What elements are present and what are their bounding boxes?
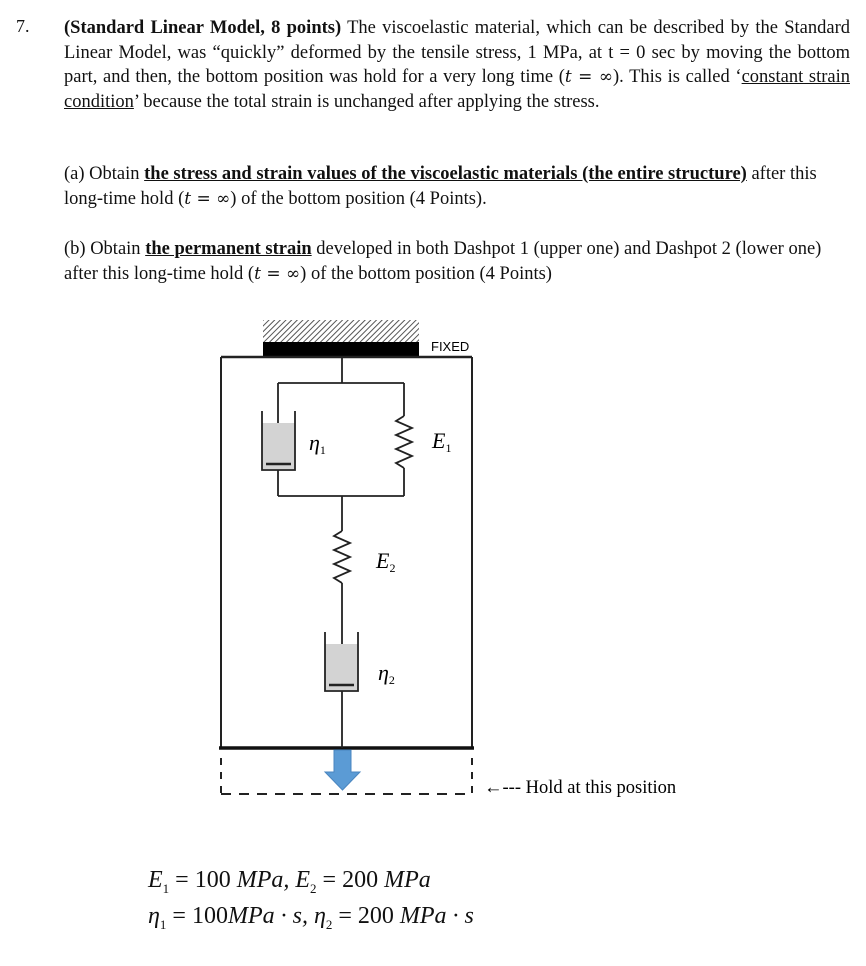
- formula-e2: $E_2 = 200$ MPa: [295, 867, 431, 896]
- intro-text-1: The viscoelastic material, which can be described by the Standard Linear Model, was “quickly” deformed by the tensile stress, 1 MPa, at t = 0 sec by moving the bottom part, and then, the bottom position was hold for a very long time (: [64, 18, 850, 87]
- constant-strain-term: constant strain condition: [64, 67, 850, 112]
- intro-text-2: ). This is called ‘: [612, 67, 742, 87]
- part-a-prefix: (a) Obtain: [64, 164, 145, 184]
- pull-down-arrow: [325, 750, 360, 790]
- part-a-suffix-1: after this long-time hold (: [64, 164, 817, 209]
- fixed-plate: [263, 342, 419, 356]
- formula-moduli: [148, 867, 431, 897]
- question-title: (Standard Linear Model, 8 points): [64, 18, 342, 38]
- spring2-zigzag: [334, 531, 350, 583]
- question-text: [64, 16, 850, 114]
- part-b-suffix-2: ) of the bottom position (4 Points): [300, 263, 552, 284]
- formula-eta1: $\eta_1 = 100MPa \cdot s$,: [148, 903, 314, 932]
- fixed-hatch: [263, 320, 419, 342]
- dashpot1-cup: [262, 411, 295, 470]
- part-b-emphasis: the permanent strain: [145, 239, 312, 259]
- part-b-t-infinity: t = ∞: [254, 263, 301, 284]
- eta1-label: η1: [309, 430, 326, 457]
- t-infinity: t = ∞: [564, 67, 613, 87]
- dashpot2-fluid: [325, 644, 358, 690]
- e1-label: E1: [432, 428, 452, 455]
- part-a-suffix-2: ) of the bottom position (4 Points).: [230, 188, 487, 209]
- fixed-label: FIXED: [431, 339, 470, 354]
- part-a-t-infinity: t = ∞: [184, 188, 231, 209]
- intro-text-3: ’ because the total strain is unchanged after applying the stress.: [133, 91, 600, 112]
- question-number: 7.: [16, 16, 30, 36]
- part-a-emphasis: the stress and strain values of the viscoelastic materials (the entire structure): [144, 164, 747, 184]
- dashpot2-cup: [325, 632, 358, 691]
- part-b-suffix-1: developed in both Dashpot 1 (upper one) and Dashpot 2 (lower one) after this long-time hold (: [64, 239, 822, 284]
- spring1-zigzag: [396, 416, 412, 468]
- formula-viscosities: [148, 903, 474, 933]
- e2-label: E2: [376, 548, 396, 575]
- formula-eta2: $\eta_2 = 200$ MPa · s: [313, 903, 474, 932]
- part-a: [64, 162, 850, 211]
- eta2-label: η2: [378, 660, 395, 687]
- part-b-prefix: (b) Obtain: [64, 239, 146, 259]
- hold-label: ←--- Hold at this position: [484, 778, 677, 798]
- formula-e1: $E_1 = 100$ MPa,: [148, 867, 296, 896]
- dashpot1-fluid: [262, 423, 295, 469]
- part-b: [64, 237, 850, 286]
